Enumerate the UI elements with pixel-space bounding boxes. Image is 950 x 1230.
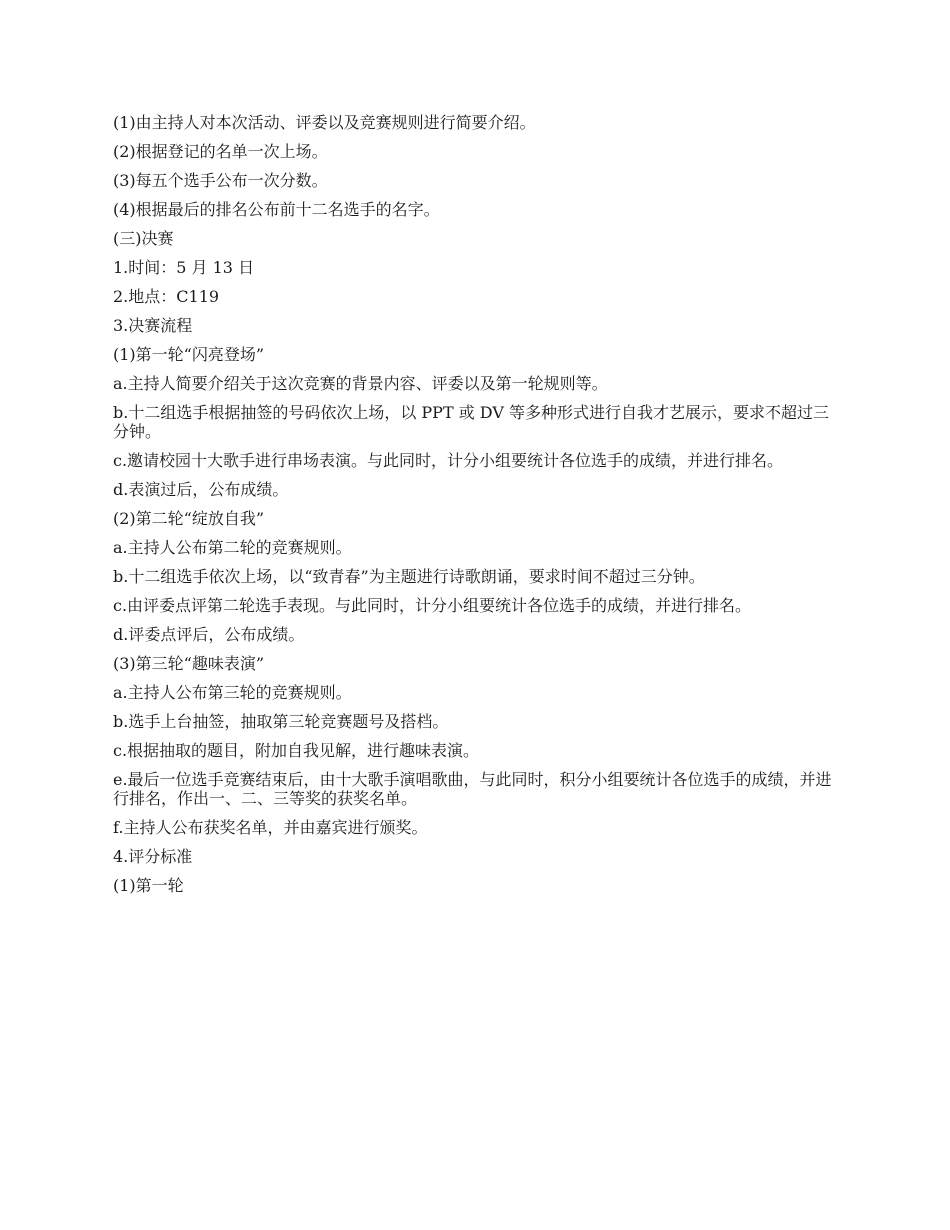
paragraph: 2.地点：C119 (113, 287, 220, 306)
round-heading: (1)第一轮“闪亮登场” (113, 345, 265, 364)
document-body (113, 113, 837, 905)
paragraph: e.最后一位选手竞赛结束后，由十大歌手演唱歌曲，与此同时，积分小组要统计各位选手的成绩，并进行排名，作出一、二、三等奖的获奖名单。 (113, 770, 832, 808)
subsection-heading: 3.决赛流程 (113, 316, 193, 335)
paragraph: 1.时间：5 月 13 日 (113, 258, 255, 277)
paragraph: c.由评委点评第二轮选手表现。与此同时，计分小组要统计各位选手的成绩，并进行排名。 (113, 596, 752, 615)
paragraph: a.主持人简要介绍关于这次竞赛的背景内容、评委以及第一轮规则等。 (113, 374, 608, 393)
paragraph: d.评委点评后，公布成绩。 (113, 625, 305, 644)
paragraph: (2)根据登记的名单一次上场。 (113, 142, 328, 161)
paragraph: b.十二组选手依次上场，以“致青春”为主题进行诗歌朗诵，要求时间不超过三分钟。 (113, 567, 705, 586)
paragraph: a.主持人公布第三轮的竞赛规则。 (113, 683, 352, 702)
paragraph: c.邀请校园十大歌手进行串场表演。与此同时，计分小组要统计各位选手的成绩，并进行排名。 (113, 451, 784, 470)
paragraph: (4)根据最后的排名公布前十二名选手的名字。 (113, 200, 440, 219)
paragraph: f.主持人公布获奖名单，并由嘉宾进行颁奖。 (113, 818, 428, 837)
section-heading: (三)决赛 (113, 229, 174, 248)
round-heading: (3)第三轮“趣味表演” (113, 654, 265, 673)
paragraph: (1)由主持人对本次活动、评委以及竞赛规则进行简要介绍。 (113, 113, 536, 132)
round-heading: (2)第二轮“绽放自我” (113, 509, 265, 528)
paragraph: b.十二组选手根据抽签的号码依次上场，以 PPT 或 DV 等多种形式进行自我才艺展示，要求不超过三分钟。 (113, 403, 829, 441)
paragraph: c.根据抽取的题目，附加自我见解，进行趣味表演。 (113, 741, 480, 760)
paragraph: (3)每五个选手公布一次分数。 (113, 171, 328, 190)
paragraph: a.主持人公布第二轮的竞赛规则。 (113, 538, 352, 557)
paragraph: d.表演过后，公布成绩。 (113, 480, 289, 499)
paragraph: b.选手上台抽签，抽取第三轮竞赛题号及搭档。 (113, 712, 449, 731)
round-heading: (1)第一轮 (113, 876, 184, 895)
subsection-heading: 4.评分标准 (113, 847, 193, 866)
